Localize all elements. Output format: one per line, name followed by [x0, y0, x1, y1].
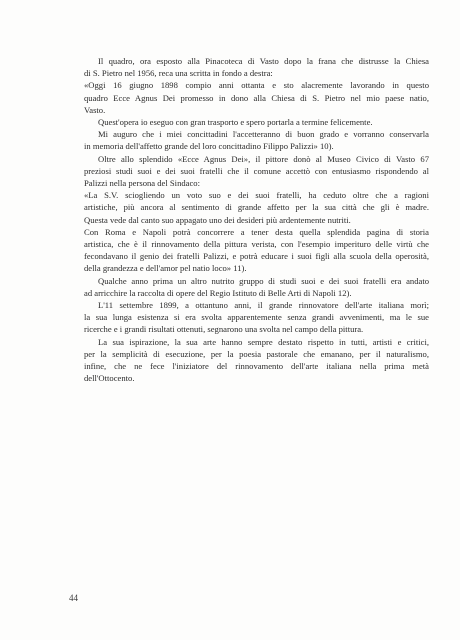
body-text [84, 55, 429, 384]
text-line: fecondavano il genio dei fratelli Palizzi, e potrà educare i suoi figli alla scuola della operosità, [84, 251, 429, 262]
text-line: di S. Pietro nel 1956, reca una scritta in fondo a destra: [84, 68, 273, 79]
text-line: «Oggi 16 giugno 1898 compio anni ottanta e sto alacremente lavorando in questo [84, 80, 429, 91]
text-line: della grandezza e dell'amor pel natio loco» 11). [84, 263, 247, 274]
text-line: in memoria dell'affetto grande del loro concittadino Filippo Palizzi» 10). [84, 141, 334, 152]
text-line: «La S.V. sciogliendo un voto suo e dei suoi fratelli, ha ceduto oltre che a ragioni [84, 190, 429, 201]
text-line: la sua lunga esistenza si era svolta apparentemente senza grandi avvenimenti, ma le sue [84, 312, 429, 323]
text-line: Oltre allo splendido «Ecce Agnus Dei», il pittore donò al Museo Civico di Vasto 67 [98, 153, 429, 164]
text-line: Mi auguro che i miei concittadini l'accetteranno di buon grado e vorranno conservarla [98, 129, 429, 140]
text-line: dell'Ottocento. [84, 373, 135, 384]
text-line: Questa vede dal canto suo appagato uno dei desideri più ardentemente nutriti. [84, 214, 351, 225]
text-line: L'11 settembre 1899, a ottantuno anni, il grande rinnovatore dell'arte italiana morì; [98, 300, 429, 311]
text-line: ricerche e i grandi risultati ottenuti, segnarono una svolta nel campo della pittura. [84, 324, 364, 335]
text-line: Con Roma e Napoli potrà concorrere a tener desta quella splendida pagina di storia [84, 226, 429, 237]
text-line: per la semplicità di esecuzione, per la poesia pastorale che emanano, per il naturalismo, [84, 348, 429, 359]
text-line: Quest'opera io eseguo con gran trasporto e spero portarla a termine felicemente. [98, 117, 373, 128]
text-line: infine, che ne fece l'iniziatore del rinnovamento dell'arte italiana nella prima metà [84, 361, 429, 372]
text-line: quadro Ecce Agnus Dei promesso in dono alla Chiesa di S. Pietro nel mio paese natio, [84, 92, 429, 103]
text-line: Palizzi nella persona del Sindaco: [84, 178, 200, 189]
text-line: Qualche anno prima un altro nutrito gruppo di studi suoi e dei suoi fratelli era andato [98, 275, 429, 286]
text-line: artistiche, più ancora al sentimento di grande affetto per la sua città che gli è madre. [84, 202, 429, 213]
text-line: preziosi studi suoi e dei suoi fratelli che il comune accettò con entusiasmo rispondendo al [84, 165, 429, 176]
text-line: Vasto. [84, 104, 106, 115]
text-line: La sua ispirazione, la sua arte hanno sempre destato rispetto in tutti, artisti e critici, [98, 336, 429, 347]
text-line: ad arricchire la raccolta di opere del Regio Istituto di Belle Arti di Napoli 12). [84, 287, 352, 298]
text-line: artistica, che è il rinnovamento della pittura verista, con l'esempio imperituro delle virtù che [84, 239, 429, 250]
page-number: 44 [69, 593, 78, 603]
text-line: Il quadro, ora esposto alla Pinacoteca di Vasto dopo la frana che distrusse la Chiesa [98, 56, 429, 66]
